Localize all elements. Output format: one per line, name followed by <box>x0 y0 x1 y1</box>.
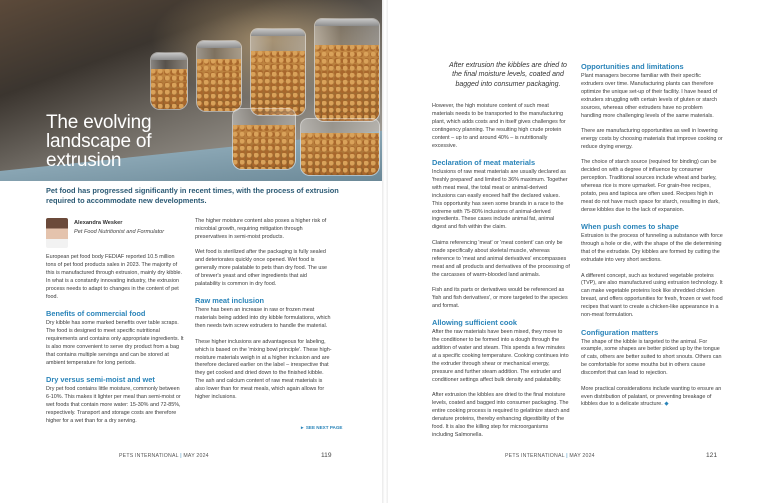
page-gutter <box>382 0 388 503</box>
pull-quote: After extrusion the kibbles are dried to the final moisture levels, coated and bagged into consumer packaging. <box>449 62 567 88</box>
author-avatar <box>46 218 68 248</box>
section-heading: Allowing sufficient cook <box>432 318 517 328</box>
paragraph: Fish and its parts or derivatives would be referenced as 'fish and fish derivatives', or more targeted to the species and format. <box>432 287 568 309</box>
paragraph: The shape of the kibble is targeted to the animal. For example, some shapes are better picked up by the tongue of cats, others are better suited to short snouts. Others can be comfortable for some mouths but in others cause discomfort that can lead to rejection. <box>581 338 722 377</box>
left-footer <box>119 453 209 459</box>
paragraph: Extrusion is the process of funneling a substance with force through a hole or die, with the shape of the die determining that of the extrudate. Dry kibbles are formed by cutting the extrudate into very short sections. <box>581 233 723 263</box>
standfirst: Pet food has progressed significantly in recent times, with the process of extrusion required to accommodate new developments. <box>46 186 339 205</box>
paragraph: The choice of starch source (required for binding) can be decided on with a degree of influence by consumer perception. Traditional sources include wheat and barley, whereas rice is more upmarket. For grain-free recipes, potato, pea and tapioca are often used. Recipes high in meat do not have much space for starch, resulting in dark, dense kibbles due to the lack of expansion. <box>581 159 720 213</box>
see-next-page-link[interactable]: ► SEE NEXT PAGE <box>300 425 343 430</box>
article-title: The evolving landscape of extrusion <box>46 112 152 171</box>
footer-date: MAY 2024 <box>183 453 209 459</box>
section-heading: Benefits of commercial food <box>46 309 146 319</box>
right-footer <box>505 453 595 459</box>
footer-brand: PETS INTERNATIONAL <box>119 453 179 459</box>
paragraph: Dry kibble has some marked benefits over table scraps. The food is designed to meet specific nutritional requirements and contains only appropriate ingredients. It is also more convenient to serve dry product from a bag that contains multiple servings and can be stored at ambient temperature for long periods. <box>46 320 184 366</box>
paragraph: The higher moisture content also poses a higher risk of microbial growth, requiring mitigation through preservatives in semi-moist products. <box>195 218 327 240</box>
paragraph: After the raw materials have been mixed, they move to the conditioner to be formed into a dough through the addition of water and steam. This spends a few minutes at a specific cooking temperature. Cooking continues into the extruder through shear or mechanical energy, pressure and further steam addition. The extruder and conditioner settings affect bulk density and palatability. <box>432 329 569 383</box>
paragraph: There has been an increase in raw or frozen meat materials being added into dry kibble formulations, which then needs twin screw extruders to handle the material. <box>195 307 331 330</box>
section-heading: Declaration of meat materials <box>432 158 536 168</box>
section-heading: Raw meat inclusion <box>195 296 264 306</box>
page-number: 119 <box>321 452 332 459</box>
left-column-1 <box>46 254 184 433</box>
left-column-2 <box>195 218 333 410</box>
paragraph: Plant managers become familiar with their specific extruders over time. Manufacturing plants can therefore optimize the unique set-up of their facility. I have heard of extruders struggling with certain levels of gluten or starch sources, whereas other extruders have no problem handling more challenging levels of the same materials. <box>581 73 718 119</box>
paragraph: After extrusion the kibbles are dried to the final moisture levels, coated and bagged into consumer packaging. The entire cooking process is required to gelatinize starch and denature proteins, thereby enhancing digestibility of the food. It is also the killing step for microorganisms including Salmonella. <box>432 392 570 438</box>
paragraph-text: More practical considerations include wanting to ensure an even distribution of palatant, or preventing breakage of kibbles due to a delicate structure. <box>581 385 722 408</box>
section-heading: When push comes to shape <box>581 222 679 232</box>
hero-image <box>0 0 384 181</box>
footer-separator: | <box>566 453 568 459</box>
section-heading: Configuration matters <box>581 327 659 337</box>
paragraph <box>581 386 723 410</box>
section-heading: Opportunities and limitations <box>581 62 684 71</box>
paragraph: Wet food is sterilized after the packaging is fully sealed and deteriorates quickly once opened. Wet food is generally more palatable to pets than dry food. The use of brewer's yeast and other ingredients that aid palatability is common in dry food. <box>195 249 328 287</box>
section-heading: Dry versus semi-moist and wet <box>46 375 155 385</box>
footer-separator: | <box>180 453 182 459</box>
paragraph: These higher inclusions are advantageous for labeling, which is based on the 'mixing bowl principle'. These high-moisture materials weigh in at a higher inclusion and are therefore declared earlier on the label – irrespective that they get cooked and dried down to the finished kibble. The ash and calcium content of raw meat materials is also lower than for meat meals, which again allows for higher inclusions. <box>195 338 332 401</box>
end-of-article-mark: ◆ <box>664 401 669 408</box>
right-column-2 <box>581 61 723 417</box>
paragraph: European pet food body FEDIAF reported 10.5 million tons of pet food products sales in 2023. The majority of this is manufactured through extrusion, mainly dry kibble. In what is a constantly innovating industry, the extrusion process needs to adapt to changes in the content of pet food. <box>46 254 183 300</box>
page-number: 121 <box>706 452 718 459</box>
paragraph: Dry pet food contains little moisture, commonly between 6-10%. This makes it lighter per meal than semi-moist or wet foods that contain more water: 15-30% and 72-85%, respectively. Transport and storage costs are therefore higher for a wet than for a dry serving. <box>46 386 181 424</box>
paragraph: Inclusions of raw meat materials are usually declared as 'freshly prepared' and limited to 36% maximum. Together with meat meal, the total meat or animal-derived inclusions can easily exceed half the declared values. This opportunity has seen some brands in a race to the extreme with 75-80% inclusions of animal-derived ingredients. These cases include animal fat, animal digest and fish within the claim. <box>432 169 568 231</box>
author-name: Alexandra Wesker <box>74 220 123 226</box>
right-column-1 <box>432 103 570 447</box>
paragraph: Claims referencing 'meat' or 'meat content' can only be made specifically about skeletal muscle, whereas reference to 'meat and animal derivatives' encompasses meat and all products and derivatives of the processing of the carcasses of warm-blooded land animals. <box>432 239 570 278</box>
paragraph: A different concept, such as textured vegetable proteins (TVP), are also manufactured using extrusion technology. It can make vegetable proteins look like shredded chicken breast, and offers opportunities for fresh, frozen or wet food recipes that want to create a chicken-like appearance in a non-meat formulation. <box>581 272 723 319</box>
footer-brand: PETS INTERNATIONAL <box>505 453 565 459</box>
paragraph: There are manufacturing opportunities as well in lowering energy costs by choosing materials that improve cooking or reduce drying energy. <box>581 128 723 150</box>
author-byline <box>46 218 186 252</box>
footer-date: MAY 2024 <box>569 453 595 459</box>
paragraph: However, the high moisture content of such meat materials needs to be transported to the manufacturing plant, which adds costs and in itself gives challenges for contingency planning. The resulting high crude protein content – up to and around 40% – is nutritionally excessive. <box>432 103 566 149</box>
author-role: Pet Food Nutritionist and Formulator <box>74 229 165 235</box>
